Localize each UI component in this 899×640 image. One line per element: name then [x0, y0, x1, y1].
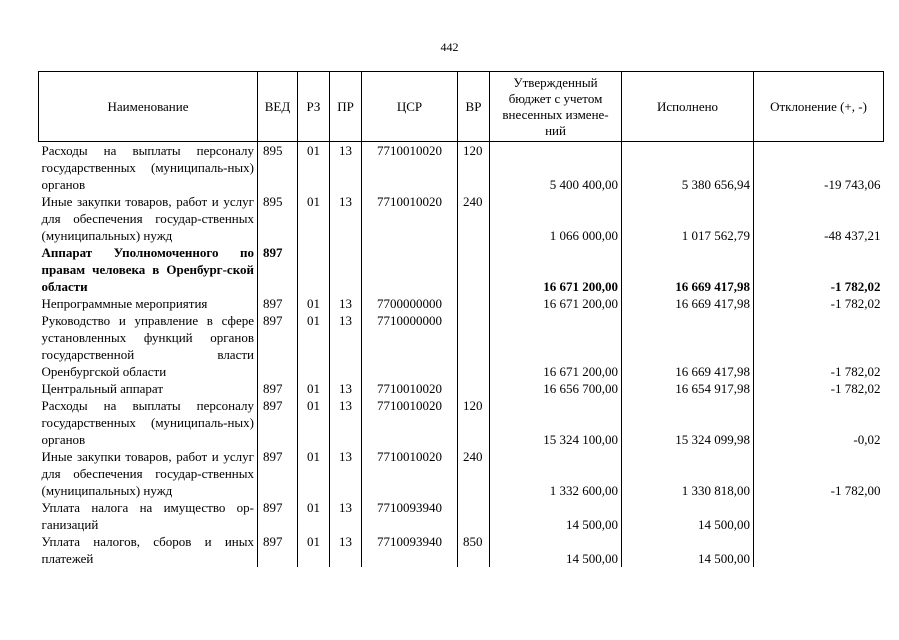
- cell-vr: [458, 380, 490, 397]
- cell-approved: 16 671 200,00: [490, 312, 622, 380]
- cell-rz: 01: [298, 533, 330, 567]
- cell-name: Непрограммные мероприятия: [41, 296, 208, 311]
- cell-rz: 01: [298, 448, 330, 499]
- cell-pr: 13: [330, 312, 362, 380]
- cell-name: Расходы на выплаты персоналу государственных (муниципаль-ных) органов: [41, 143, 254, 192]
- cell-executed: 14 500,00: [622, 533, 754, 567]
- cell-csr: 7700000000: [362, 295, 458, 312]
- cell-pr: 13: [330, 448, 362, 499]
- cell-deviation: -1 782,02: [754, 295, 884, 312]
- cell-vr: [458, 312, 490, 380]
- table-row: [39, 244, 884, 295]
- cell-approved: 15 324 100,00: [490, 397, 622, 448]
- cell-vr: 120: [458, 397, 490, 448]
- cell-rz: 01: [298, 312, 330, 380]
- budget-table: [38, 71, 884, 567]
- cell-name: Уплата налога на имущество ор-ганизаций: [41, 500, 254, 532]
- cell-approved: 16 656 700,00: [490, 380, 622, 397]
- cell-ved: 897: [258, 244, 298, 295]
- cell-executed: 1 330 818,00: [622, 448, 754, 499]
- cell-approved: 14 500,00: [490, 499, 622, 533]
- cell-vr: [458, 295, 490, 312]
- cell-deviation: -1 782,02: [754, 244, 884, 295]
- cell-rz: 01: [298, 142, 330, 194]
- cell-csr: 7710010020: [362, 448, 458, 499]
- cell-pr: 13: [330, 380, 362, 397]
- cell-ved: 897: [258, 533, 298, 567]
- table-row: [39, 380, 884, 397]
- cell-deviation: [754, 499, 884, 533]
- cell-rz: 01: [298, 499, 330, 533]
- cell-name: Аппарат Уполномоченного по правам человека в Оренбург-ской области: [41, 245, 254, 294]
- cell-name: Руководство и управление в сфере установленных функций органов государственной власти Оренбургской области: [41, 313, 254, 379]
- cell-rz: 01: [298, 295, 330, 312]
- table-body: [39, 142, 884, 568]
- header-row: [39, 72, 884, 142]
- header-deviation: Отклонение (+, -): [754, 72, 884, 142]
- cell-pr: [330, 244, 362, 295]
- cell-approved: 1 066 000,00: [490, 193, 622, 244]
- cell-approved: 16 671 200,00: [490, 244, 622, 295]
- cell-rz: [298, 244, 330, 295]
- table-row: [39, 312, 884, 380]
- cell-approved: 5 400 400,00: [490, 142, 622, 194]
- cell-csr: 7710000000: [362, 312, 458, 380]
- cell-deviation: -1 782,00: [754, 448, 884, 499]
- cell-vr: 120: [458, 142, 490, 194]
- header-csr: ЦСР: [362, 72, 458, 142]
- cell-approved: 1 332 600,00: [490, 448, 622, 499]
- cell-name: Иные закупки товаров, работ и услуг для обеспечения государ-ственных (муниципальных) нужд: [41, 194, 254, 243]
- cell-rz: 01: [298, 380, 330, 397]
- cell-rz: 01: [298, 397, 330, 448]
- cell-pr: 13: [330, 295, 362, 312]
- cell-csr: 7710093940: [362, 499, 458, 533]
- cell-pr: 13: [330, 397, 362, 448]
- cell-name: Уплата налогов, сборов и иных платежей: [41, 534, 254, 566]
- cell-pr: 13: [330, 142, 362, 194]
- cell-executed: 5 380 656,94: [622, 142, 754, 194]
- cell-pr: 13: [330, 533, 362, 567]
- header-executed: Исполнено: [622, 72, 754, 142]
- table-row: [39, 397, 884, 448]
- cell-executed: 16 669 417,98: [622, 244, 754, 295]
- cell-name: Расходы на выплаты персоналу государственных (муниципаль-ных) органов: [41, 398, 254, 447]
- cell-deviation: -19 743,06: [754, 142, 884, 194]
- cell-csr: 7710010020: [362, 193, 458, 244]
- cell-csr: 7710093940: [362, 533, 458, 567]
- cell-executed: 16 669 417,98: [622, 295, 754, 312]
- table-row: [39, 142, 884, 194]
- cell-approved: 14 500,00: [490, 533, 622, 567]
- cell-ved: 897: [258, 448, 298, 499]
- cell-ved: 897: [258, 397, 298, 448]
- cell-name: Центральный аппарат: [41, 381, 164, 396]
- cell-ved: 897: [258, 380, 298, 397]
- cell-csr: 7710010020: [362, 397, 458, 448]
- cell-csr: 7710010020: [362, 380, 458, 397]
- header-ved: ВЕД: [258, 72, 298, 142]
- cell-rz: 01: [298, 193, 330, 244]
- cell-deviation: -1 782,02: [754, 312, 884, 380]
- table-row: [39, 295, 884, 312]
- page-number: 442: [440, 40, 459, 54]
- cell-name: Иные закупки товаров, работ и услуг для обеспечения государ-ственных (муниципальных) нужд: [41, 449, 254, 498]
- cell-csr: [362, 244, 458, 295]
- cell-vr: [458, 499, 490, 533]
- header-pr: ПР: [330, 72, 362, 142]
- header-name: Наименование: [39, 72, 258, 142]
- cell-executed: 1 017 562,79: [622, 193, 754, 244]
- cell-ved: 897: [258, 499, 298, 533]
- cell-pr: 13: [330, 499, 362, 533]
- cell-deviation: -48 437,21: [754, 193, 884, 244]
- cell-executed: 16 654 917,98: [622, 380, 754, 397]
- cell-csr: 7710010020: [362, 142, 458, 194]
- cell-ved: 895: [258, 142, 298, 194]
- cell-executed: 15 324 099,98: [622, 397, 754, 448]
- table-row: [39, 499, 884, 533]
- cell-executed: 14 500,00: [622, 499, 754, 533]
- cell-vr: [458, 244, 490, 295]
- cell-executed: 16 669 417,98: [622, 312, 754, 380]
- cell-deviation: [754, 533, 884, 567]
- header-vr: ВР: [458, 72, 490, 142]
- header-rz: РЗ: [298, 72, 330, 142]
- cell-vr: 850: [458, 533, 490, 567]
- cell-vr: 240: [458, 448, 490, 499]
- cell-deviation: -1 782,02: [754, 380, 884, 397]
- cell-vr: 240: [458, 193, 490, 244]
- cell-ved: 897: [258, 295, 298, 312]
- table-row: [39, 448, 884, 499]
- cell-ved: 895: [258, 193, 298, 244]
- cell-approved: 16 671 200,00: [490, 295, 622, 312]
- cell-pr: 13: [330, 193, 362, 244]
- cell-ved: 897: [258, 312, 298, 380]
- header-approved: Утвержденный бюджет с учетом внесенных измене-ний: [490, 72, 622, 142]
- table-row: [39, 533, 884, 567]
- cell-deviation: -0,02: [754, 397, 884, 448]
- table-row: [39, 193, 884, 244]
